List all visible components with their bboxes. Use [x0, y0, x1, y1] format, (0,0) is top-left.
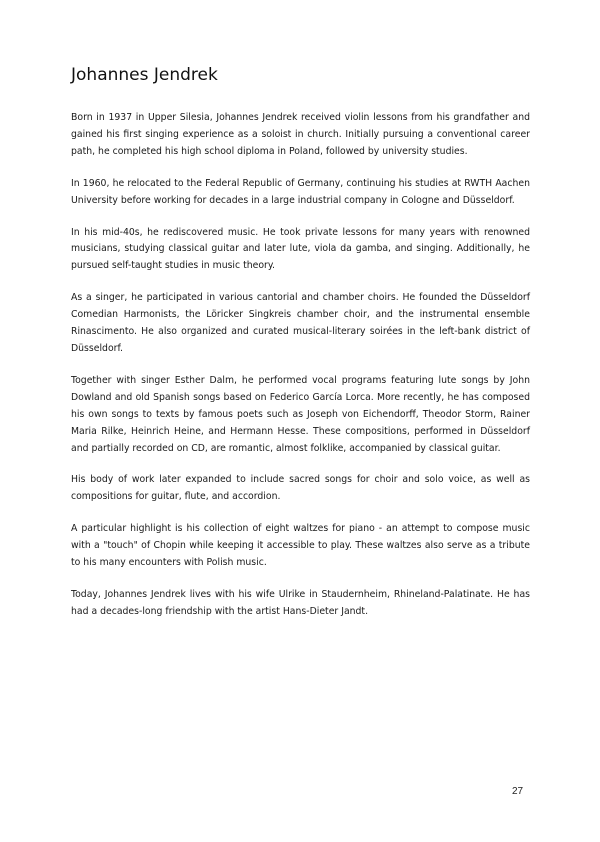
paragraph-compositions: Together with singer Esther Dalm, he performed vocal programs featuring lute songs by John Dowland and old Spanish songs based on Federico García Lorca. More recently, he has composed his own songs to texts by famous poets such as Joseph von Eichendorff, Theodor Storm, Rainer Maria Rilke, Heinrich Heine, and Hermann Hesse. These compositions, performed in Düsseldorf and partially recorded on CD, are romantic, almost folklike, accompanied by classical guitar. [71, 374, 530, 454]
paragraph-relocation: In 1960, he relocated to the Federal Republic of Germany, continuing his studies at RWTH Aachen University before working for decades in a large industrial company in Cologne and Düsseldorf. [71, 177, 530, 206]
paragraph-rediscovery: In his mid-40s, he rediscovered music. He took private lessons for many years with renowned musicians, studying classical guitar and later lute, viola da gamba, and singing. Additionally, he pursued self-taught studies in music theory. [71, 226, 530, 272]
paragraph-choirs: As a singer, he participated in various cantorial and chamber choirs. He founded the Düsseldorf Comedian Harmonists, the Löricker Singkreis chamber choir, and the instrumental ensemble Rinascimento. He also organized and curated musical-literary soirées in the left-bank district of Düsseldorf. [71, 292, 530, 354]
page-title: Johannes Jendrek [71, 65, 218, 85]
paragraph-today: Today, Johannes Jendrek lives with his wife Ulrike in Staudernheim, Rhineland-Palatinate. He has had a decades-long friendship with the artist Hans-Dieter Jandt. [71, 588, 530, 617]
paragraph-birth: Born in 1937 in Upper Silesia, Johannes Jendrek received violin lessons from his grandfather and gained his first singing experience as a soloist in church. Initially pursuing a conventional career path, he completed his high school diploma in Poland, followed by university studies. [71, 112, 530, 157]
paragraph-waltzes: A particular highlight is his collection of eight waltzes for piano - an attempt to compose music with a "touch" of Chopin while keeping it accessible to play. These waltzes also serve as a tribute to his many encounters with Polish music. [71, 523, 530, 569]
paragraph-sacred-songs: His body of work later expanded to include sacred songs for choir and solo voice, as well as compositions for guitar, flute, and accordion. [71, 474, 530, 503]
page-number: 27 [512, 786, 524, 797]
body-text [71, 110, 530, 636]
